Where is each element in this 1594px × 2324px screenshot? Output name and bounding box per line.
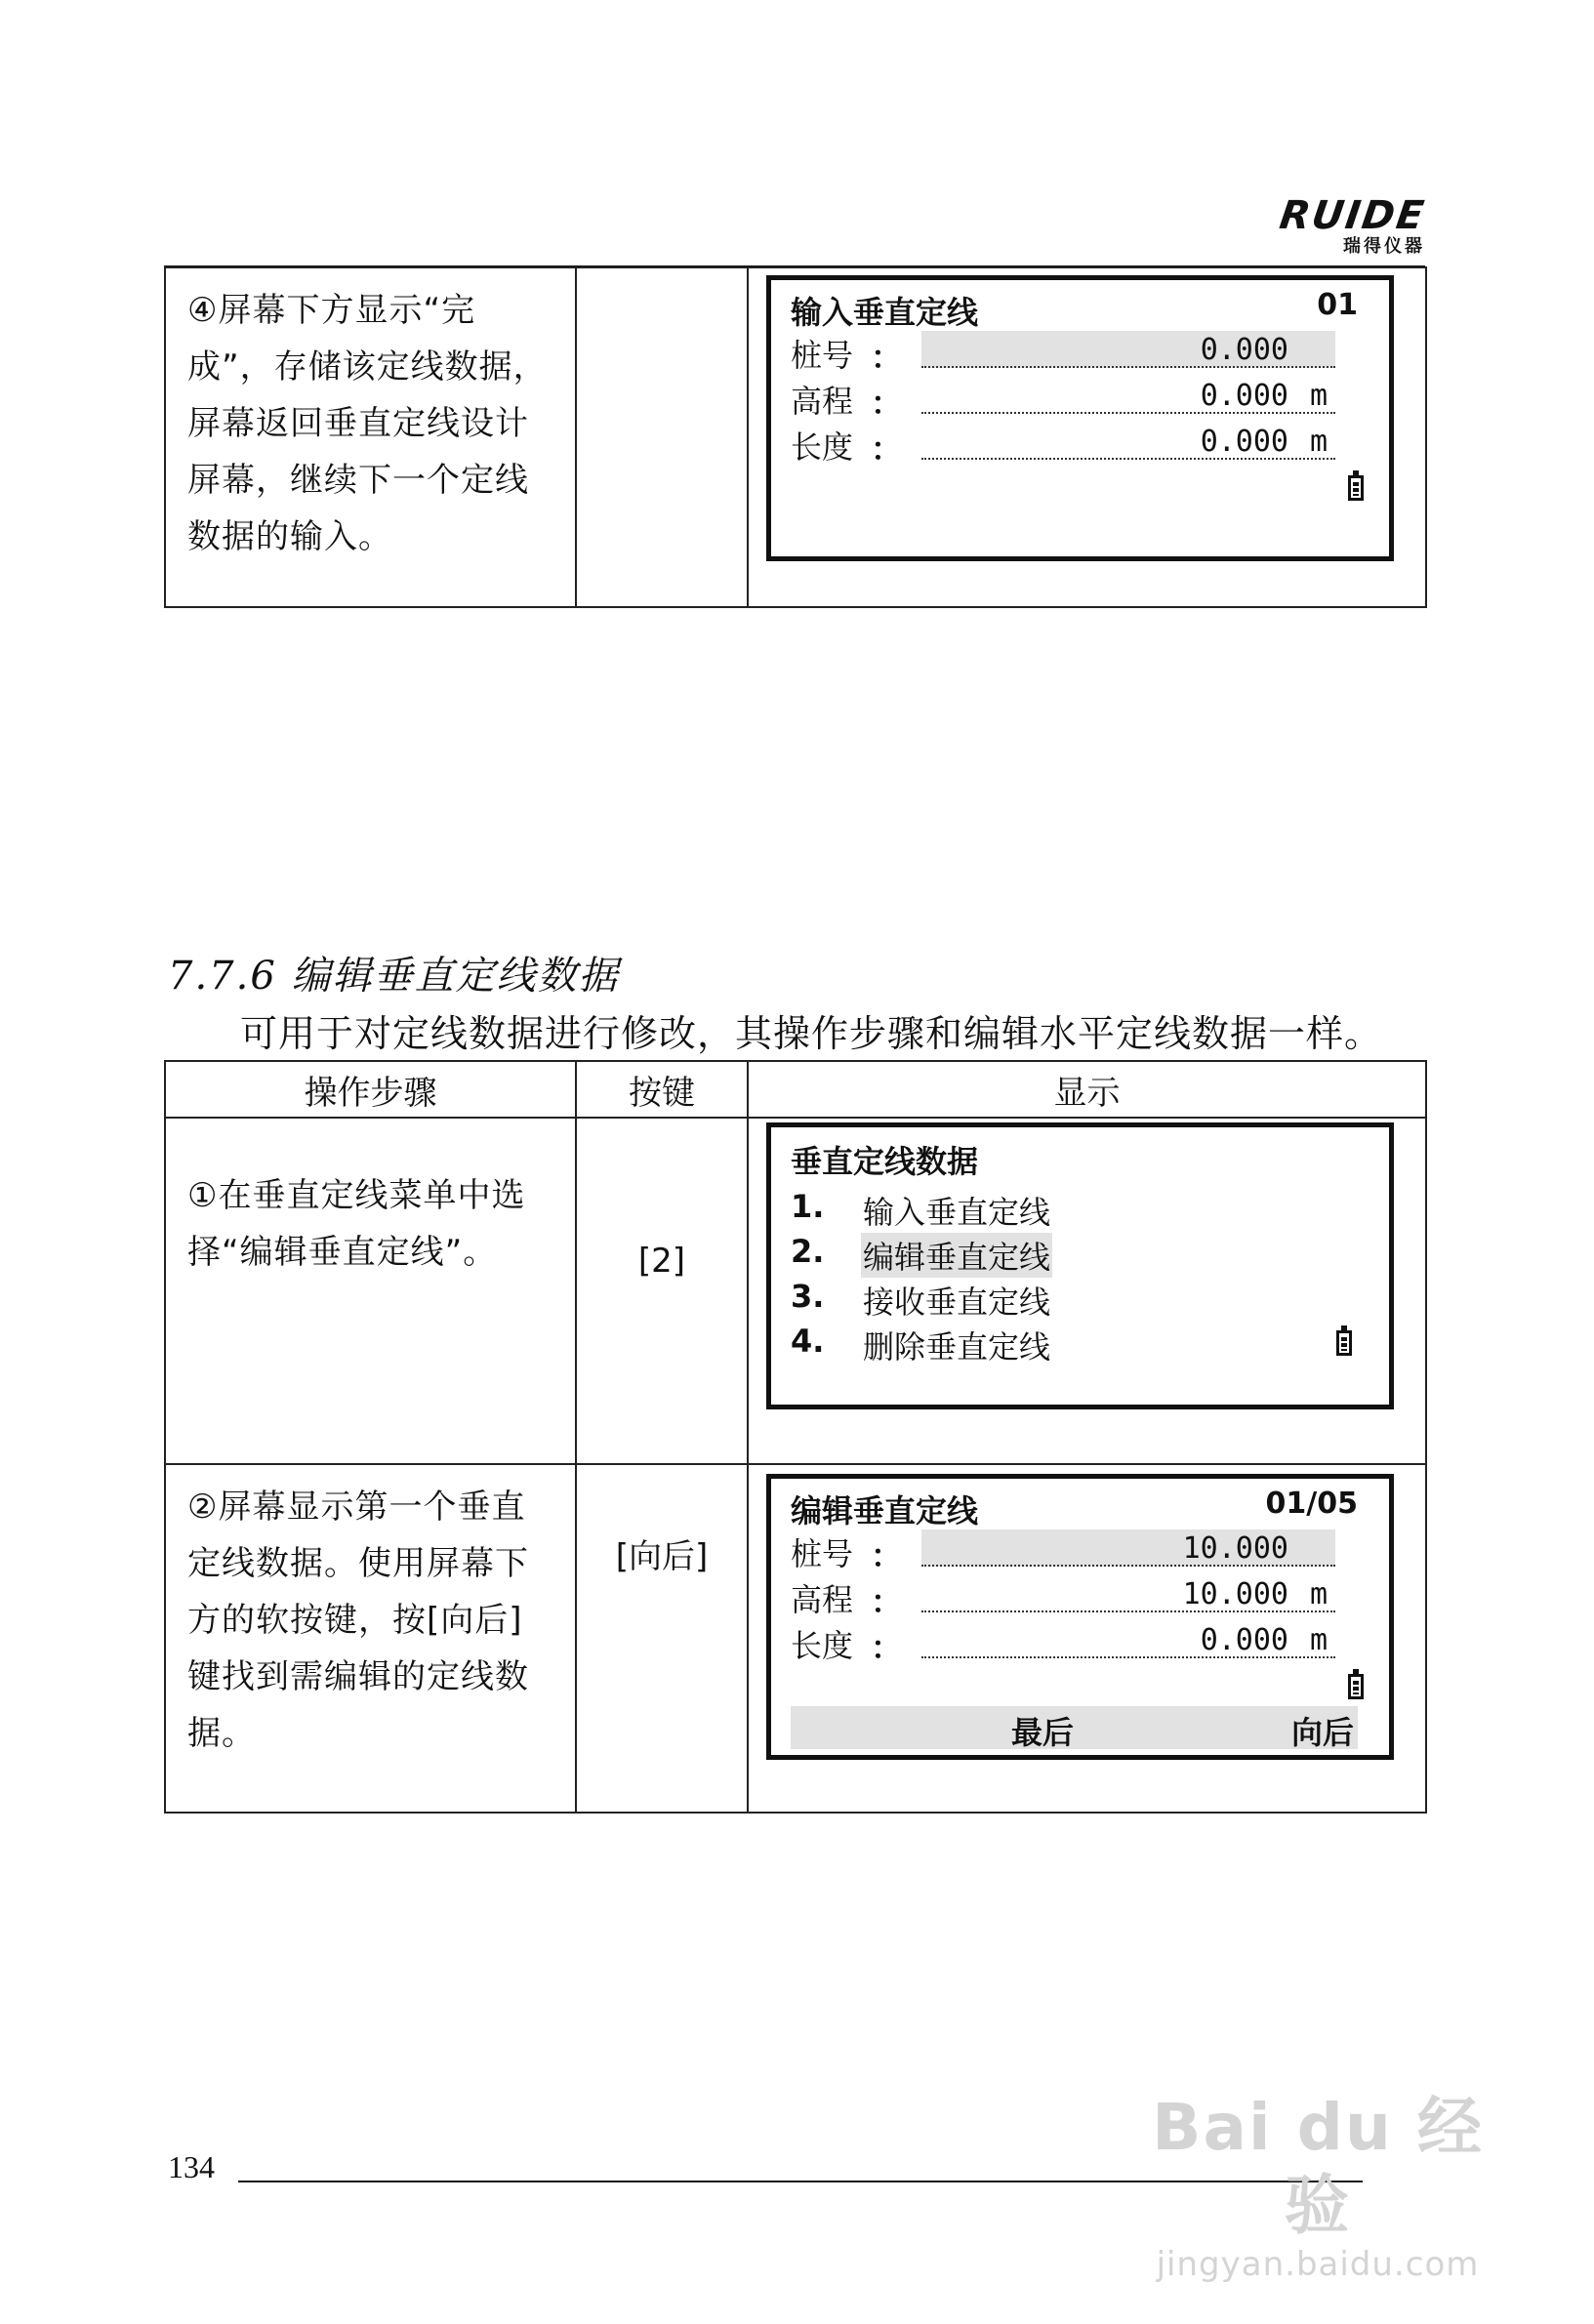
- header-key: 按键: [576, 1061, 748, 1118]
- battery-icon: [1336, 1330, 1352, 1356]
- lcd-field-row: [791, 377, 1337, 422]
- lcd-field-row: [791, 1529, 1337, 1574]
- lcd-page-indicator: 01/05: [1265, 1487, 1358, 1521]
- menu-item-number: 3.: [791, 1278, 825, 1315]
- ruide-logo: [1269, 193, 1429, 258]
- lcd-title: 编辑垂直定线: [791, 1492, 979, 1529]
- lcd-field-row: [791, 423, 1337, 468]
- field-value: 0.000: [1200, 1623, 1288, 1657]
- field-unit: m: [1309, 379, 1328, 413]
- field-value: 10.000: [1182, 1531, 1288, 1566]
- field-value: 0.000: [1200, 333, 1288, 367]
- field-unit: m: [1309, 1577, 1328, 1611]
- field-colon: ：: [871, 385, 903, 422]
- field-value-box[interactable]: [921, 377, 1335, 414]
- key-cell: [576, 1464, 748, 1813]
- field-colon: ：: [871, 339, 903, 376]
- header-steps: 操作步骤: [165, 1061, 576, 1118]
- field-colon: ：: [871, 1537, 903, 1574]
- logo-subtitle: 瑞得仪器: [1343, 236, 1425, 257]
- battery-icon: [1348, 1674, 1364, 1699]
- field-value-box[interactable]: [921, 1529, 1335, 1567]
- field-label: 桩号: [791, 1535, 854, 1572]
- field-unit: m: [1309, 425, 1328, 459]
- lcd-screen-menu: [766, 1122, 1394, 1409]
- step-text: ②屏幕显示第一个垂直定线数据。使用屏幕下方的软按键，按[向后]键找到需编辑的定线数据。: [187, 1488, 529, 1753]
- battery-icon: [1348, 475, 1364, 501]
- key-cell: [576, 267, 748, 607]
- field-colon: ：: [871, 1629, 903, 1666]
- baidu-watermark: [1132, 2089, 1503, 2284]
- menu-item-label: 接收垂直定线: [863, 1284, 1051, 1321]
- menu-item-number: 1.: [791, 1188, 825, 1225]
- menu-item-label: 编辑垂直定线: [861, 1233, 1052, 1278]
- softkey-bar: [791, 1706, 1358, 1749]
- watermark-url: jingyan.baidu.com: [1156, 2245, 1480, 2284]
- step-text: ④屏幕下方显示“完成”，存储该定线数据，屏幕返回垂直定线设计屏幕，继续下一个定线数据的输入。: [187, 291, 548, 556]
- lcd-field-row: [791, 1575, 1337, 1620]
- field-label: 长度: [791, 428, 854, 466]
- menu-item-label: 输入垂直定线: [863, 1194, 1051, 1231]
- field-value-box[interactable]: [921, 331, 1335, 368]
- section-intro: 可用于对定线数据进行修改，其操作步骤和编辑水平定线数据一样。: [240, 1012, 1383, 1055]
- header-display: 显示: [748, 1061, 1426, 1118]
- lcd-field-row: [791, 331, 1337, 376]
- step-cell: [165, 1118, 576, 1464]
- section-title: 7.7.6 编辑垂直定线数据: [168, 954, 620, 999]
- field-value-box[interactable]: [921, 1621, 1335, 1658]
- field-value: 0.000: [1200, 379, 1288, 413]
- logo-text: RUIDE: [1277, 193, 1429, 238]
- step-cell: [165, 267, 576, 607]
- watermark-main: Bai du 经验: [1152, 2090, 1484, 2243]
- softkey-next-button[interactable]: 向后: [1290, 1714, 1354, 1751]
- menu-item-label: 删除垂直定线: [863, 1328, 1051, 1366]
- menu-item-number: 4.: [791, 1323, 825, 1360]
- field-colon: ：: [871, 1583, 903, 1620]
- key-cell: [576, 1118, 748, 1464]
- softkey-last-button[interactable]: 最后: [1011, 1714, 1075, 1751]
- field-label: 高程: [791, 383, 854, 420]
- key-text: [向后]: [615, 1537, 709, 1576]
- field-label: 高程: [791, 1581, 854, 1618]
- page-number: 134: [168, 2149, 215, 2184]
- lcd-page-indicator: 01: [1317, 288, 1358, 322]
- lcd-title: 垂直定线数据: [791, 1143, 979, 1180]
- step-cell: [165, 1464, 576, 1813]
- lcd-screen-input: [766, 275, 1394, 561]
- field-value-box[interactable]: [921, 423, 1335, 460]
- field-label: 桩号: [791, 337, 854, 374]
- lcd-screen-edit: [766, 1474, 1394, 1760]
- field-value: 10.000: [1182, 1577, 1288, 1611]
- key-text: [2]: [637, 1242, 686, 1281]
- step-text: ①在垂直定线菜单中选择“编辑垂直定线”。: [187, 1176, 526, 1272]
- field-unit: m: [1309, 1623, 1328, 1657]
- menu-item-number: 2.: [791, 1233, 825, 1270]
- lcd-field-row: [791, 1621, 1337, 1666]
- field-value-box[interactable]: [921, 1575, 1335, 1612]
- field-value: 0.000: [1200, 425, 1288, 459]
- field-label: 长度: [791, 1627, 854, 1664]
- field-colon: ：: [871, 430, 903, 468]
- lcd-title: 输入垂直定线: [791, 294, 979, 331]
